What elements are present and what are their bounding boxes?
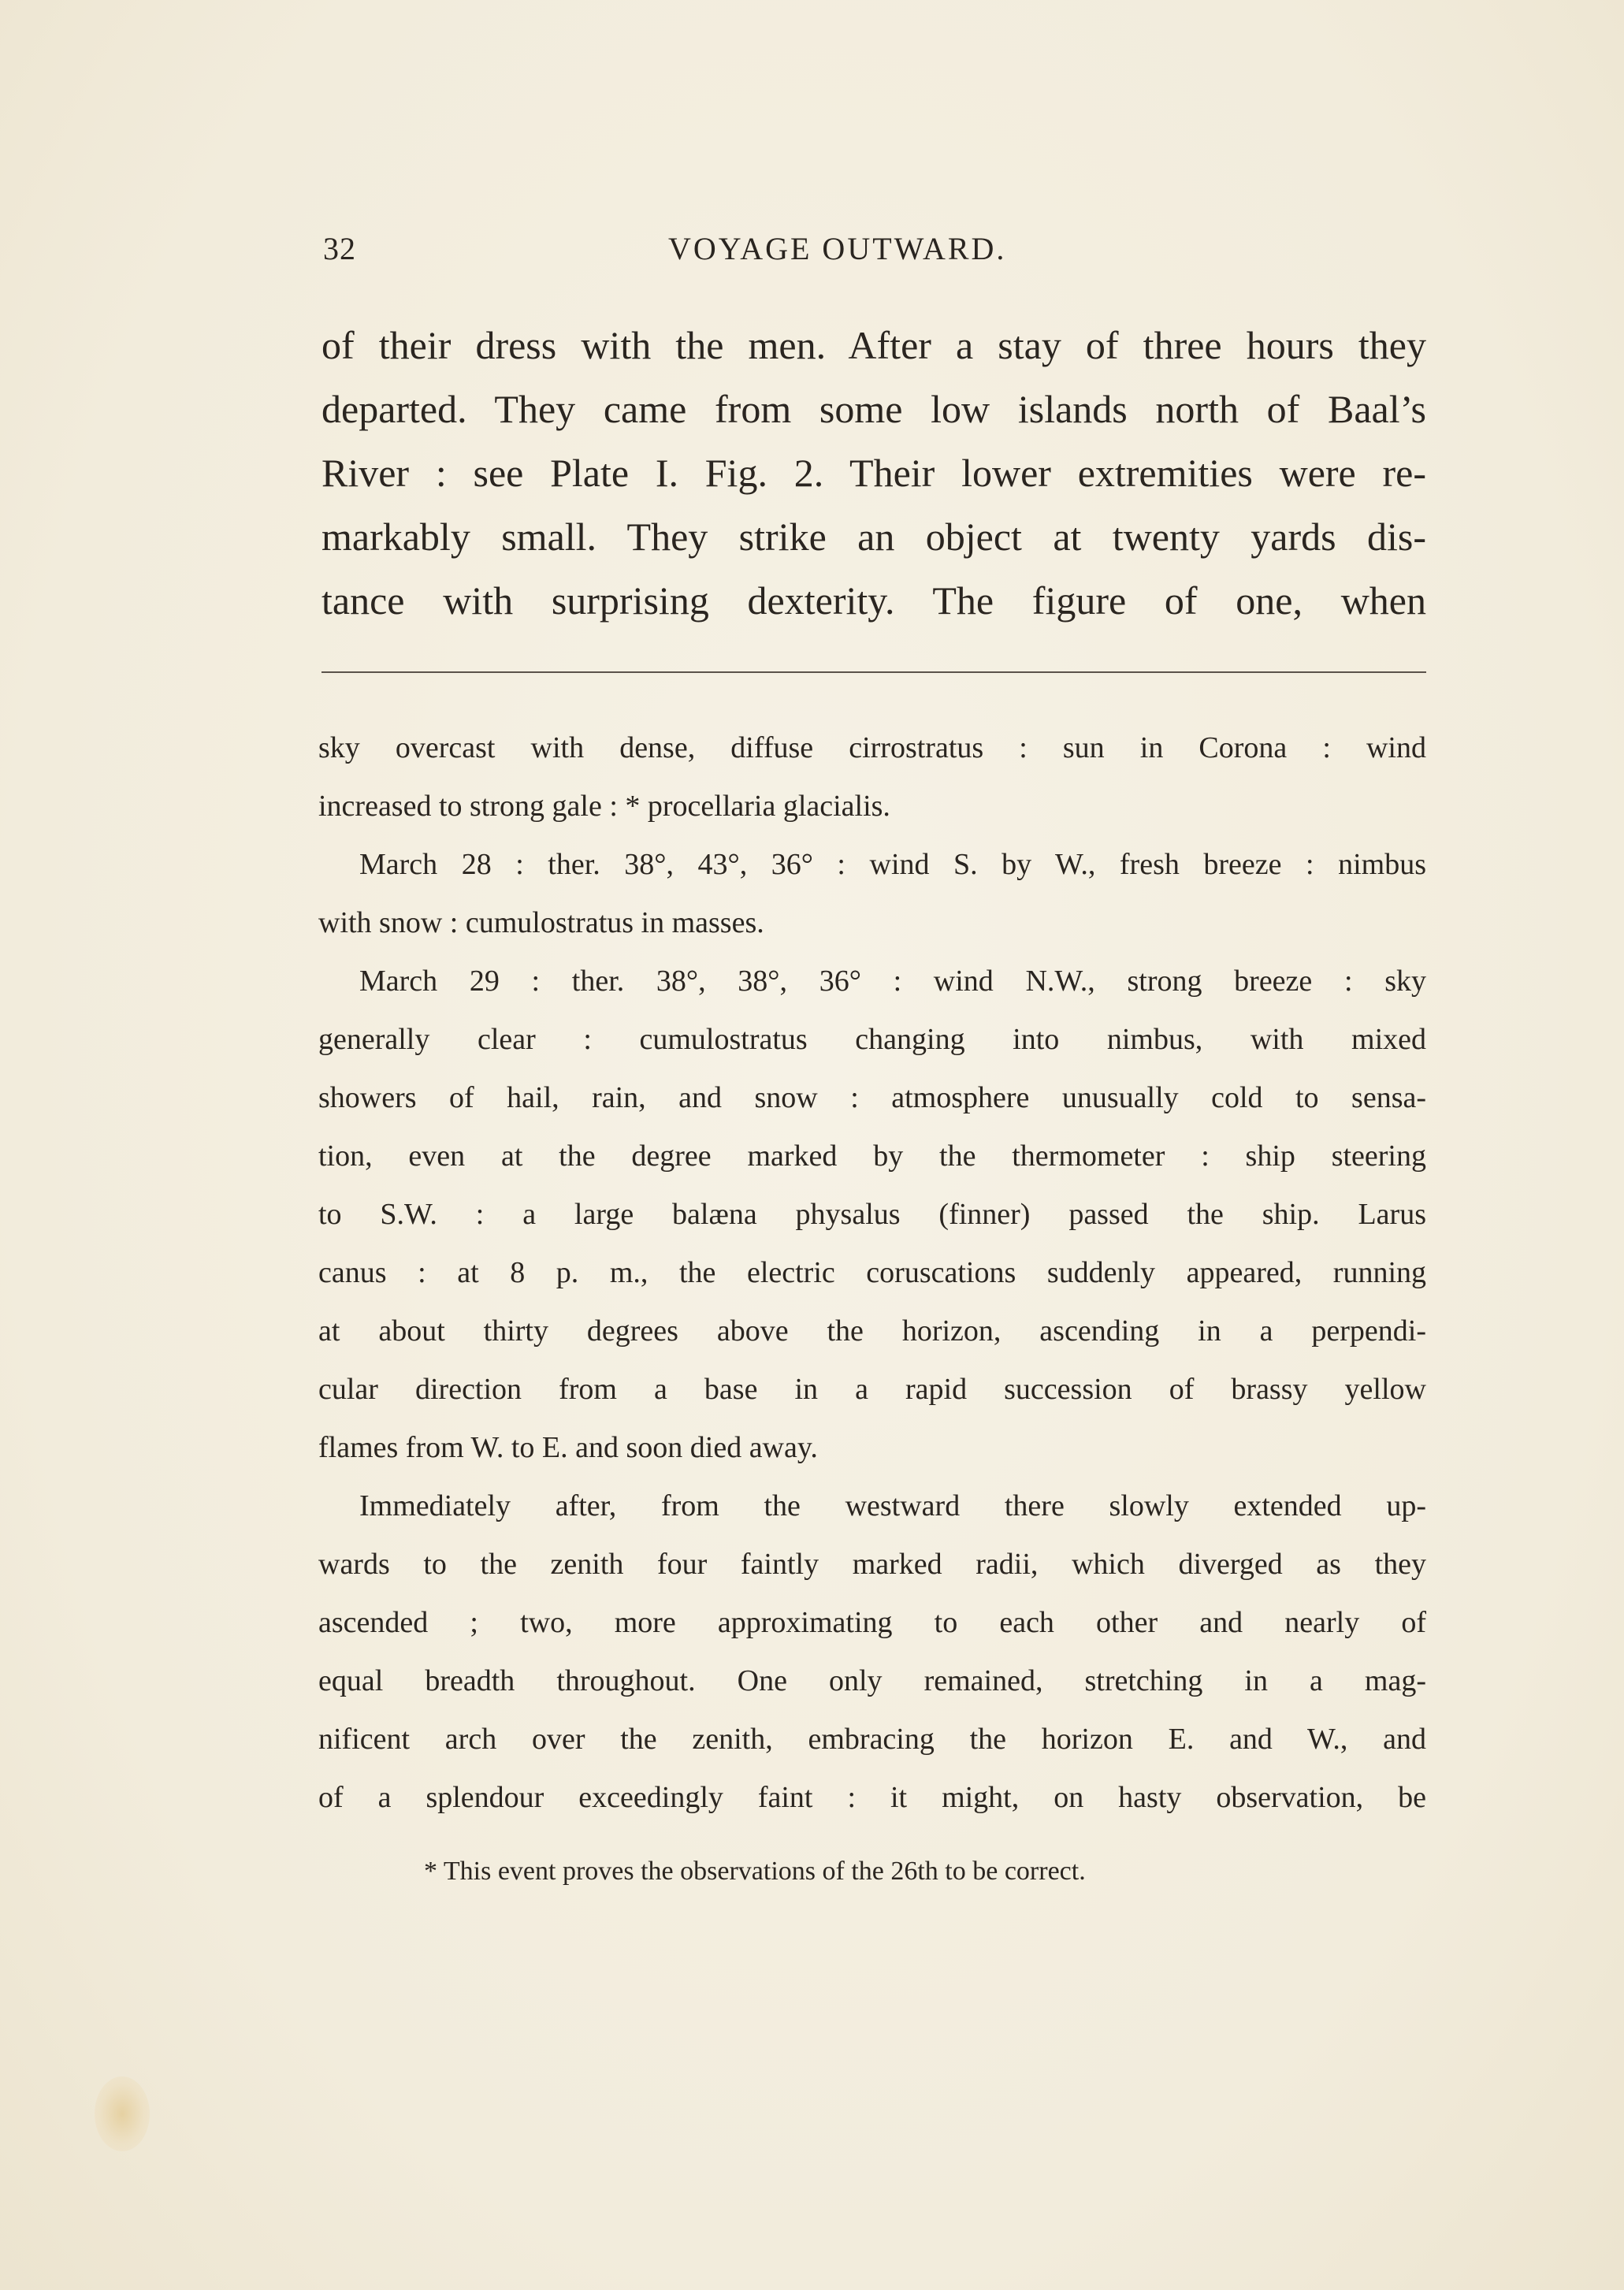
note-line: sky overcast with dense, diffuse cirrostratus : sun in Corona : wind <box>318 731 1426 764</box>
note-line: ascended ; two, more approximating to each other and nearly of <box>318 1606 1426 1639</box>
page-number: 32 <box>323 231 356 266</box>
text-line: tance with surprising dexterity. The figure of one, when <box>321 578 1426 623</box>
note-line: Immediately after, from the westward there slowly extended up- <box>359 1489 1426 1522</box>
section-divider <box>321 671 1426 673</box>
note-line: flames from W. to E. and soon died away. <box>318 1431 818 1464</box>
note-line: with snow : cumulostratus in masses. <box>318 906 764 939</box>
text-line: River : see Plate I. Fig. 2. Their lower extremities were re- <box>321 451 1426 495</box>
note-line: tion, even at the degree marked by the thermometer : ship steering <box>318 1139 1426 1173</box>
note-line: cular direction from a base in a rapid succession of brassy yellow <box>318 1373 1426 1406</box>
text-line: markably small. They strike an object at twenty yards dis- <box>321 515 1426 559</box>
note-line: nificent arch over the zenith, embracing the horizon E. and W., and <box>318 1723 1426 1756</box>
note-line: canus : at 8 p. m., the electric coruscations suddenly appeared, running <box>318 1256 1426 1289</box>
note-line: March 28 : ther. 38°, 43°, 36° : wind S. by W., fresh breeze : nimbus <box>359 848 1426 881</box>
note-line: of a splendour exceedingly faint : it might, on hasty observation, be <box>318 1781 1426 1814</box>
note-line: generally clear : cumulostratus changing into nimbus, with mixed <box>318 1023 1426 1056</box>
note-line: at about thirty degrees above the horizon, ascending in a perpendi- <box>318 1314 1426 1348</box>
paper-stain <box>95 2076 150 2151</box>
note-line: to S.W. : a large balæna physalus (finner) passed the ship. Larus <box>318 1198 1426 1231</box>
running-head: VOYAGE OUTWARD. <box>668 231 1007 266</box>
footnote: * This event proves the observations of the 26th to be correct. <box>424 1857 1086 1886</box>
note-line: showers of hail, rain, and snow : atmosphere unusually cold to sensa- <box>318 1081 1426 1114</box>
note-line: March 29 : ther. 38°, 38°, 36° : wind N.W., strong breeze : sky <box>359 965 1426 998</box>
journal-notes <box>318 719 1426 1827</box>
text-line: departed. They came from some low islands north of Baal’s <box>321 387 1426 431</box>
note-line: equal breadth throughout. One only remained, stretching in a mag- <box>318 1664 1426 1697</box>
note-line: wards to the zenith four faintly marked radii, which diverged as they <box>318 1548 1426 1581</box>
text-line: of their dress with the men. After a stay of three hours they <box>321 323 1426 367</box>
note-line: increased to strong gale : * procellaria glacialis. <box>318 790 890 823</box>
main-text <box>321 314 1426 633</box>
page-header <box>323 230 1426 277</box>
